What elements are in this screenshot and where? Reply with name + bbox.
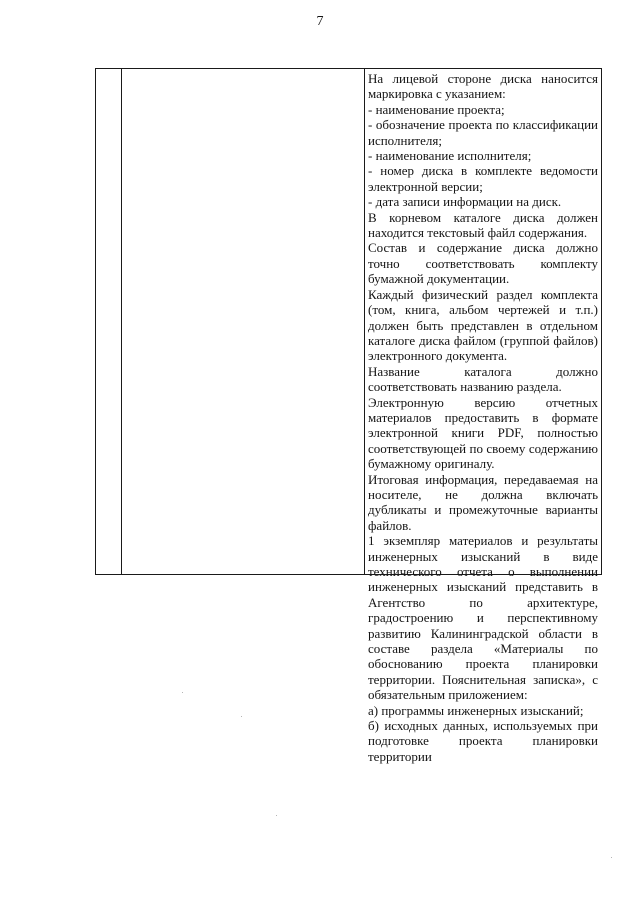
list-item-contractor-name: - наименование исполнителя; xyxy=(368,148,532,164)
scan-speck xyxy=(241,716,242,717)
paragraph-disk-contents: Состав и содержание диска должно точно соответствовать комплекту бумажной документации. xyxy=(368,240,598,287)
requirements-table xyxy=(95,68,602,764)
list-item-project-name: - наименование проекта; xyxy=(368,101,505,117)
table-column-requirements xyxy=(368,71,598,764)
table-column-number xyxy=(96,69,122,574)
list-item-disk-number: - номер диска в комплекте ведомости электронной версии; xyxy=(368,163,598,194)
paragraph-survey-submission: 1 экземпляр материалов и результаты инженерных изысканий в виде технического отчета о выполнении инженерных изысканий представить в Агентство по архитектуре, градостроению и перспективному развитию Калининградской области в составе раздела «Материалы по обоснованию проекта планировки территории. Пояснительная записка», с обязательным приложением: xyxy=(368,533,598,703)
paragraph-root-catalog: В корневом каталоге диска должен находится текстовый файл содержания. xyxy=(368,209,598,241)
table-column-title xyxy=(122,69,365,574)
list-item-record-date: - дата записи информации на диск. xyxy=(368,194,562,210)
scan-speck xyxy=(276,815,277,816)
paragraph-no-duplicates: Итоговая информация, передаваемая на носителе, не должна включать дубликаты и промежуточные варианты файлов. xyxy=(368,471,598,533)
paragraph-marking-intro: На лицевой стороне диска наносится маркировка с указанием: xyxy=(368,71,598,102)
list-item-project-code: - обозначение проекта по классификации исполнителя; xyxy=(368,117,598,148)
paragraph-catalog-name: Название каталога должно соответствовать названию раздела. xyxy=(368,363,598,395)
paragraph-physical-sections: Каждый физический раздел комплекта (том, книга, альбом чертежей и т.п.) должен быть представлен в отдельном каталоге диска файлом (группой файлов) электронного документа. xyxy=(368,286,598,364)
page-number: 7 xyxy=(316,14,324,29)
list-item-survey-programs: а) программы инженерных изысканий; xyxy=(368,702,584,718)
scan-speck xyxy=(611,857,612,858)
list-item-source-data: б) исходных данных, используемых при подготовке проекта планировки территории xyxy=(368,718,598,764)
paragraph-pdf-version: Электронную версию отчетных материалов предоставить в формате электронной книги PDF, полностью соответствующей по своему содержанию бумажному оригиналу. xyxy=(368,394,598,472)
scan-speck xyxy=(182,692,183,693)
